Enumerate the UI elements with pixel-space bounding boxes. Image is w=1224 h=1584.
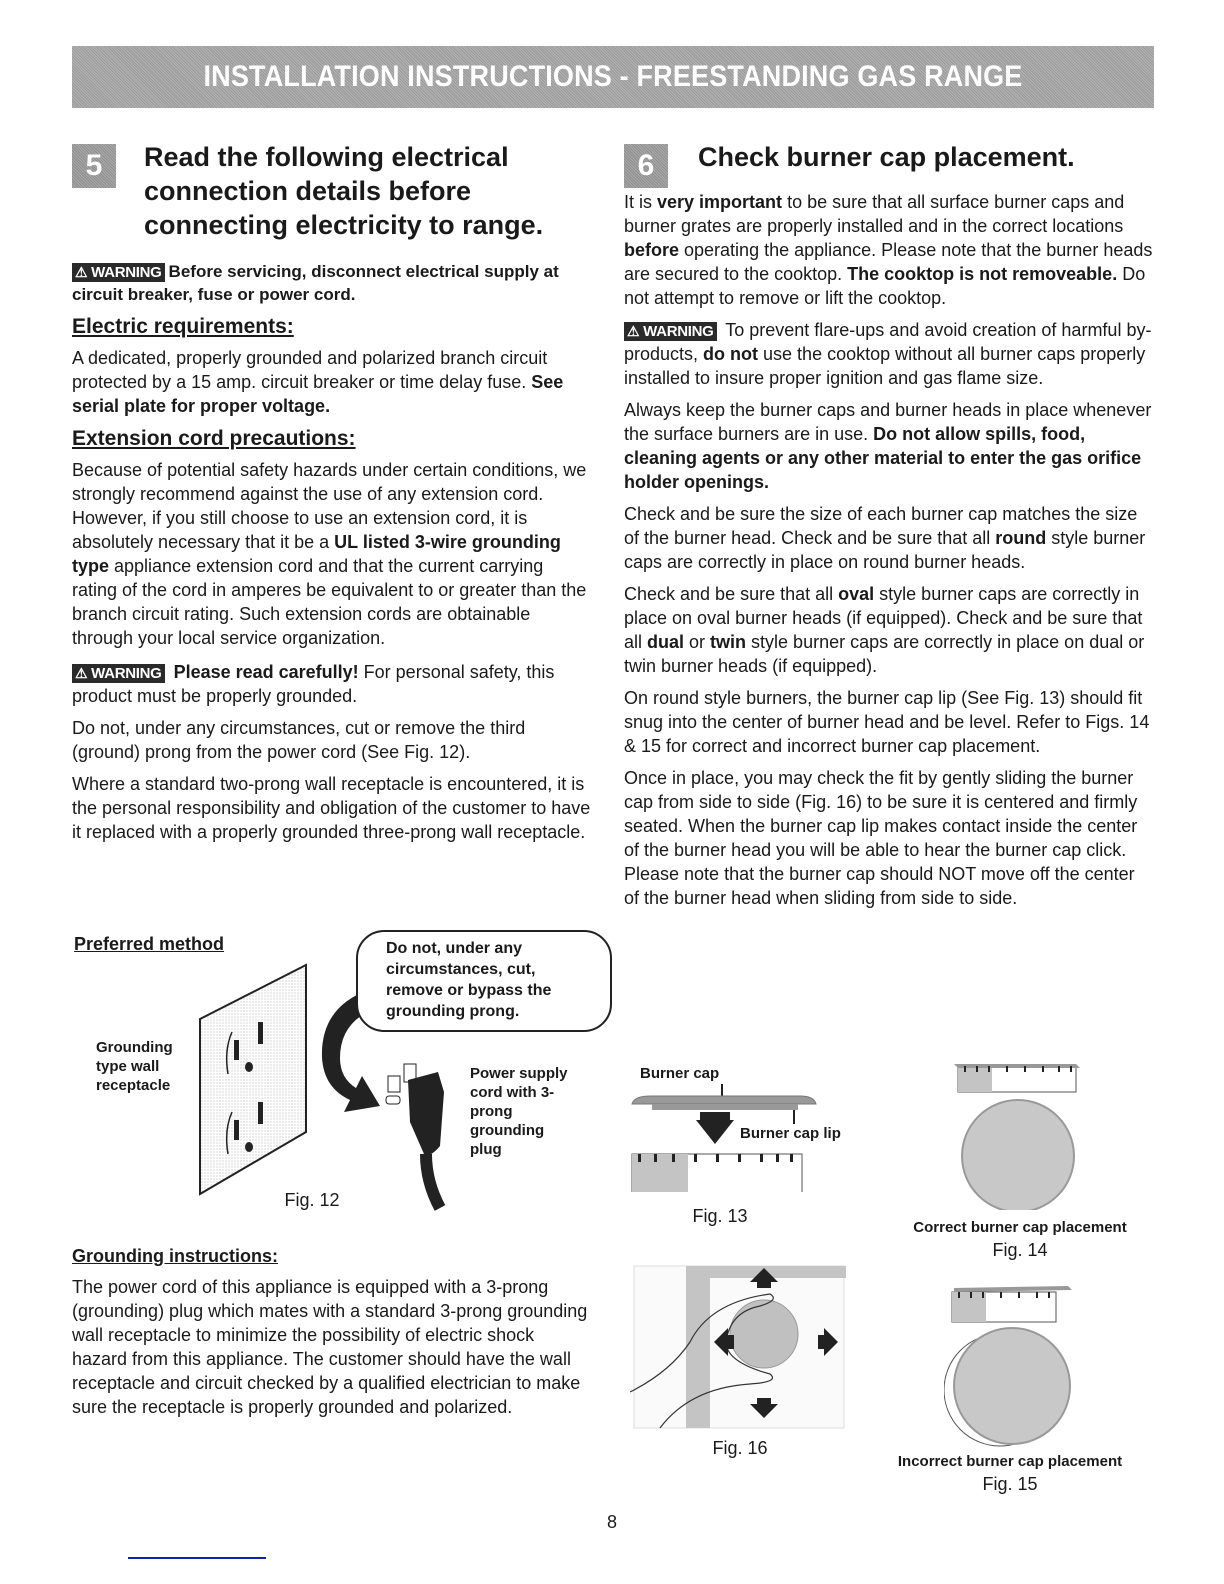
figure-caption: Fig. 12 xyxy=(284,1190,340,1210)
warning-badge: ⚠ WARNING xyxy=(72,664,165,683)
page-number: 8 xyxy=(606,1512,617,1532)
footer-link-underline xyxy=(128,1557,266,1559)
figure-16 xyxy=(630,1262,860,1472)
figure-caption: Fig. 16 xyxy=(712,1438,768,1458)
step-title: Check burner cap placement. xyxy=(698,142,1075,172)
warning-paragraph: ⚠ WARNING To prevent flare-ups and avoid creation of harmful by-products, do not use the cooktop without all burner caps properly installed to insure proper ignition and gas flame size. xyxy=(624,320,1152,388)
warning-triangle-icon: ⚠ xyxy=(75,264,88,280)
page-banner xyxy=(72,46,1154,108)
section-heading: Grounding instructions: xyxy=(72,1246,278,1266)
warning-paragraph: ⚠ WARNING Please read carefully! For personal safety, this product must be properly grounded. xyxy=(72,662,555,706)
warning-badge: ⚠ WARNING xyxy=(624,322,717,341)
plug-label: Power supply cord with 3-prong grounding plug xyxy=(470,1065,568,1158)
correct-burner-cap-icon xyxy=(950,1060,1090,1210)
incorrect-burner-cap-icon xyxy=(944,1286,1084,1450)
figure-12 xyxy=(72,932,602,1222)
importance-paragraph: It is very important to be sure that all surface burner caps and burner grates are properly installed and in the correct locations before operating the appliance. Please note that the burner heads are secured to the cooktop. The cooktop is not removeable. Do not attempt to remove or lift the cooktop. xyxy=(624,192,1153,308)
figure-caption: Fig. 13 xyxy=(692,1206,748,1226)
warning-triangle-icon: ⚠ xyxy=(75,665,88,681)
page-title: INSTALLATION INSTRUCTIONS - FREESTANDING GAS RANGE xyxy=(203,60,1023,93)
section-heading: Extension cord precautions: xyxy=(72,427,356,450)
step-title: Read the following electrical connection details before connecting electricity to range. xyxy=(144,142,544,240)
extension-cord-text: Because of potential safety hazards under certain conditions, we strongly recommend against the use of any extension cord. However, if you still choose to use an extension cord, it is absolutely necessary that it be a UL listed 3-wire grounding type appliance extension cord and that the current carrying rating of the cord in amperes be equivalent to or greater than the branch circuit rating. Such extension cords are obtainable through your local service organization. xyxy=(72,460,587,648)
step-6-header xyxy=(624,140,1154,188)
burner-caps-paragraph: Always keep the burner caps and burner heads in place whenever the surface burners are in use. Do not allow spills, food, cleaning agents or any other material to enter the gas orifice holder openings. xyxy=(624,400,1152,492)
prong-paragraph: Do not, under any circumstances, cut or remove the third (ground) prong from the power cord (See Fig. 12). xyxy=(72,718,526,762)
figure-13 xyxy=(620,1064,860,1234)
warning-speech-bubble: Do not, under any circumstances, cut, remove or bypass the grounding prong. xyxy=(356,930,612,1032)
wall-receptacle-icon xyxy=(192,962,312,1202)
correct-placement-label: Correct burner cap placement xyxy=(913,1219,1127,1236)
step-number-badge: 5 xyxy=(72,144,116,188)
burner-cap-lip-label: Burner cap lip xyxy=(740,1125,841,1142)
step-6-section xyxy=(624,140,1154,918)
grounding-text: The power cord of this appliance is equipped with a 3-prong (grounding) plug which mates with a standard 3-prong grounding wall receptacle to minimize the possibility of electric shock hazard from this appliance. The customer should have the wall receptacle and circuit checked by a qualified electrician to make sure the receptacle is properly grounded and polarized. xyxy=(72,1277,588,1417)
burner-cap-label: Burner cap xyxy=(640,1065,720,1082)
grounding-instructions-section xyxy=(72,1246,592,1427)
section-heading: Electric requirements: xyxy=(72,315,294,338)
preferred-method-label: Preferred method xyxy=(74,934,225,954)
figure-caption: Fig. 15 xyxy=(982,1474,1038,1494)
two-prong-paragraph: Where a standard two-prong wall receptacle is encountered, it is the personal responsibility and obligation of the customer to have it replaced with a properly grounded three-prong wall receptacle. xyxy=(72,774,591,842)
round-caps-paragraph: Check and be sure the size of each burner cap matches the size of the burner head. Check and be sure that all round style burner caps are correctly in place on round burner heads. xyxy=(624,504,1146,572)
figure-caption: Fig. 14 xyxy=(992,1240,1048,1260)
step-number-badge: 6 xyxy=(624,144,668,188)
figure-15 xyxy=(880,1290,1140,1500)
step-5-header xyxy=(72,140,592,242)
figure-14 xyxy=(890,1064,1150,1264)
warning-triangle-icon: ⚠ xyxy=(627,323,640,339)
check-fit-paragraph: Once in place, you may check the fit by gently sliding the burner cap from side to side (Fig. 16) to be sure it is centered and firmly seated. When the burner cap lip makes contact inside the center of the burner head you will be able to hear the burner cap click. Please note that the burner cap should NOT move off the center of the burner head when sliding from side to side. xyxy=(624,768,1138,908)
incorrect-placement-label: Incorrect burner cap placement xyxy=(897,1453,1123,1470)
warning-paragraph: ⚠ WARNING Before servicing, disconnect electrical supply at circuit breaker, fuse or power cord. xyxy=(72,262,559,304)
three-prong-plug-icon xyxy=(380,1062,460,1212)
receptacle-label: Grounding type wall receptacle xyxy=(96,1039,173,1094)
hand-sliding-burner-cap-icon xyxy=(630,1262,850,1432)
round-style-paragraph: On round style burners, the burner cap lip (See Fig. 13) should fit snug into the center of burner head and be level. Refer to Figs. 14 & 15 for correct and incorrect burner cap placement. xyxy=(624,688,1150,756)
oval-dual-caps-paragraph: Check and be sure that all oval style burner caps are correctly in place on oval burner heads (if equipped). Check and be sure that all dual or twin style burner caps are correctly in place on dual or twin burner heads (if equipped). xyxy=(624,584,1145,676)
step-5-section xyxy=(72,140,592,852)
electric-requirements-text: A dedicated, properly grounded and polarized branch circuit protected by a 15 amp. circuit breaker or time delay fuse. See serial plate for proper voltage. xyxy=(72,348,564,416)
warning-badge: ⚠ WARNING xyxy=(72,263,165,282)
